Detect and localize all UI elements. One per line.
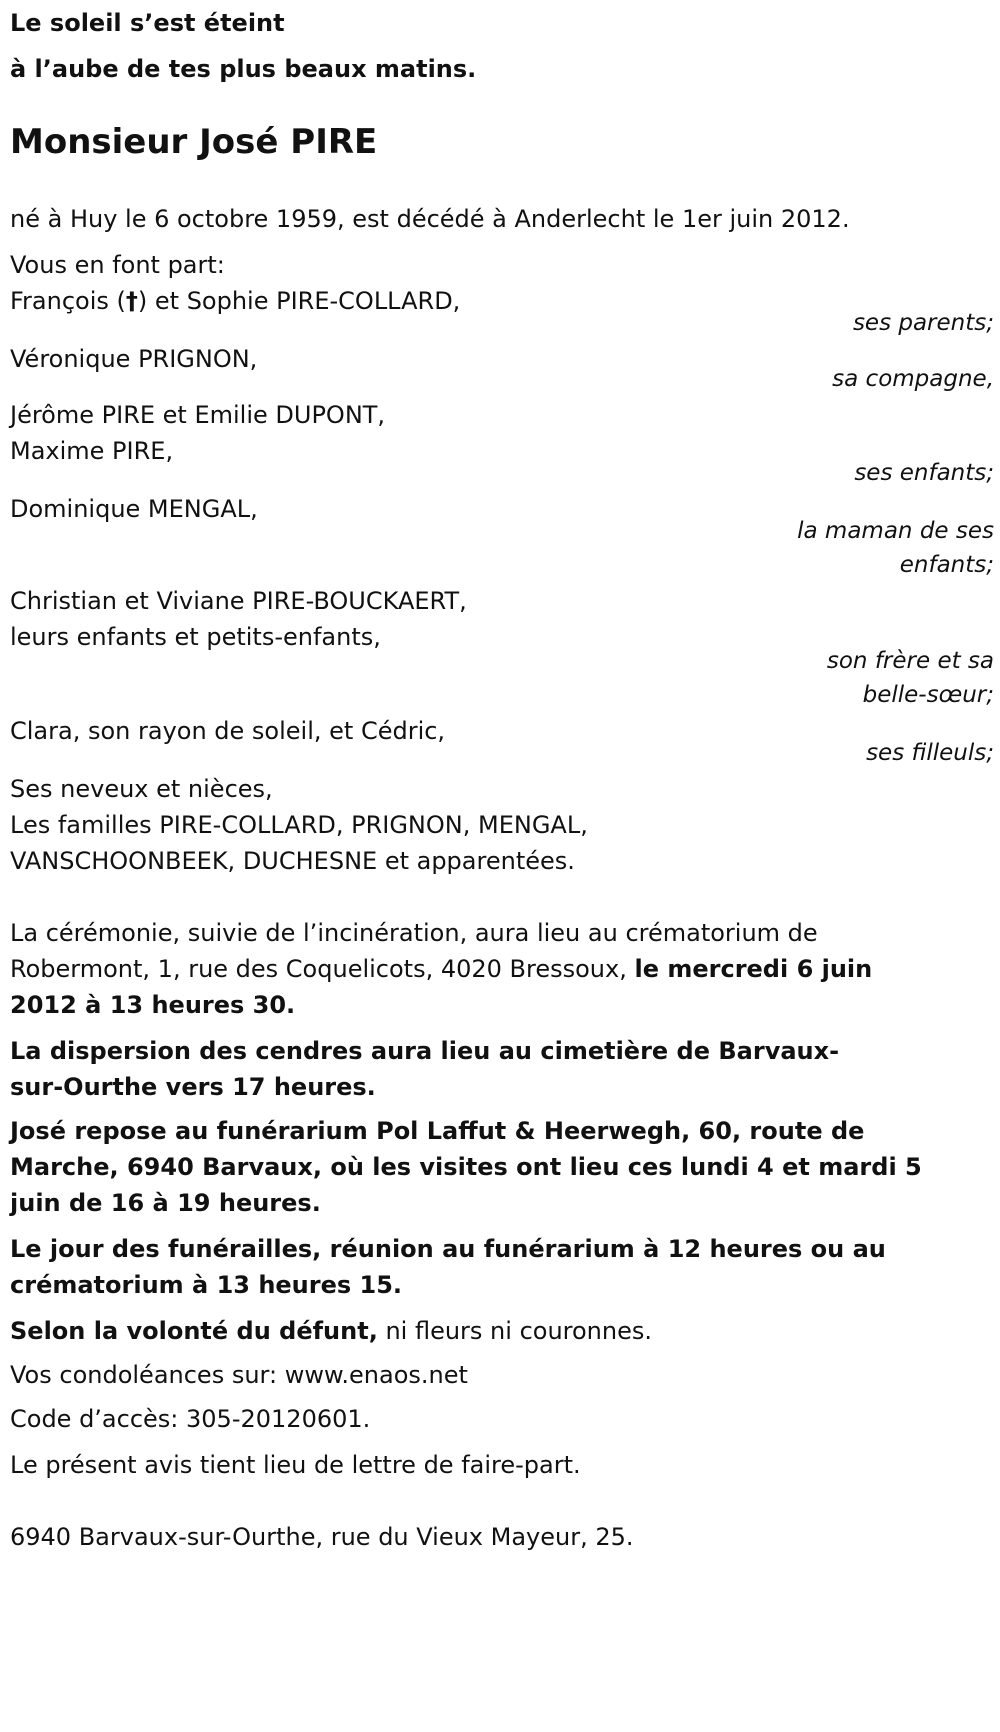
- page-title: Monsieur José PIRE: [10, 122, 378, 162]
- parents-name-post: ) et Sophie PIRE-COLLARD,: [137, 287, 461, 315]
- families-line-2: VANSCHOONBEEK, DUCHESNE et apparentées.: [10, 847, 575, 875]
- ceremony-place: Robermont, 1, rue des Coquelicots, 4020 Bressoux,: [10, 955, 635, 983]
- funeral-day-line-2: crématorium à 13 heures 15.: [10, 1271, 403, 1299]
- children-line-2: Maxime PIRE,: [10, 437, 174, 465]
- sibling-line-2: leurs enfants et petits-enfants,: [10, 623, 381, 651]
- dispersion-line-1: La dispersion des cendres aura lieu au cimetière de Barvaux-: [10, 1037, 840, 1065]
- mother-name: Dominique MENGAL,: [10, 495, 258, 523]
- ceremony-line-1: La cérémonie, suivie de l’incinération, aura lieu au crématorium de: [10, 919, 818, 947]
- mother-role-line-1: la maman de ses: [797, 518, 994, 544]
- ceremony-line-2: [10, 954, 872, 984]
- children-line-1: Jérôme PIRE et Emilie DUPONT,: [10, 401, 386, 429]
- families-line-1: Les familles PIRE-COLLARD, PRIGNON, MENGAL,: [10, 811, 588, 839]
- dispersion-line-2: sur-Ourthe vers 17 heures.: [10, 1073, 376, 1101]
- wish-line: [10, 1316, 652, 1346]
- nephews-line: Ses neveux et nièces,: [10, 775, 273, 803]
- ceremony-line-3: 2012 à 13 heures 30.: [10, 991, 296, 1019]
- rest-line-3: juin de 16 à 19 heures.: [10, 1189, 321, 1217]
- partner-name: Véronique PRIGNON,: [10, 345, 258, 373]
- rest-line-1: José repose au funérarium Pol Laffut & Heerwegh, 60, route de: [10, 1117, 865, 1145]
- sibling-role-line-1: son frère et sa: [826, 648, 994, 674]
- parents-name-pre: François (: [10, 287, 126, 315]
- ceremony-date: le mercredi 6 juin: [634, 955, 873, 983]
- parents-names: [10, 286, 460, 316]
- address-line: 6940 Barvaux-sur-Ourthe, rue du Vieux Mayeur, 25.: [10, 1523, 634, 1551]
- access-code-line: Code d’accès: 305-20120601.: [10, 1405, 371, 1433]
- rest-line-2: Marche, 6940 Barvaux, où les visites ont lieu ces lundi 4 et mardi 5: [10, 1153, 922, 1181]
- birth-death-line: né à Huy le 6 octobre 1959, est décédé à Anderlecht le 1er juin 2012.: [10, 205, 850, 233]
- sibling-line-1: Christian et Viviane PIRE-BOUCKAERT,: [10, 587, 467, 615]
- godchildren-name: Clara, son rayon de soleil, et Cédric,: [10, 717, 446, 745]
- sibling-role-line-2: belle-sœur;: [862, 682, 994, 708]
- children-role: ses enfants;: [854, 460, 994, 486]
- godchildren-role: ses filleuls;: [866, 740, 994, 766]
- condolences-line: Vos condoléances sur: www.enaos.net: [10, 1361, 468, 1389]
- parents-role: ses parents;: [852, 310, 994, 336]
- wish-bold: Selon la volonté du défunt,: [10, 1317, 378, 1345]
- notice-line: Le présent avis tient lieu de lettre de faire-part.: [10, 1451, 581, 1479]
- cross-icon: †: [125, 287, 138, 315]
- wish-normal: ni fleurs ni couronnes.: [377, 1317, 652, 1345]
- announce-line: Vous en font part:: [10, 251, 225, 279]
- mother-role-line-2: enfants;: [899, 552, 994, 578]
- funeral-day-line-1: Le jour des funérailles, réunion au funérarium à 12 heures ou au: [10, 1235, 886, 1263]
- epigraph-line-1: Le soleil s’est éteint: [10, 9, 285, 37]
- epigraph-line-2: à l’aube de tes plus beaux matins.: [10, 55, 477, 83]
- partner-role: sa compagne,: [832, 366, 994, 392]
